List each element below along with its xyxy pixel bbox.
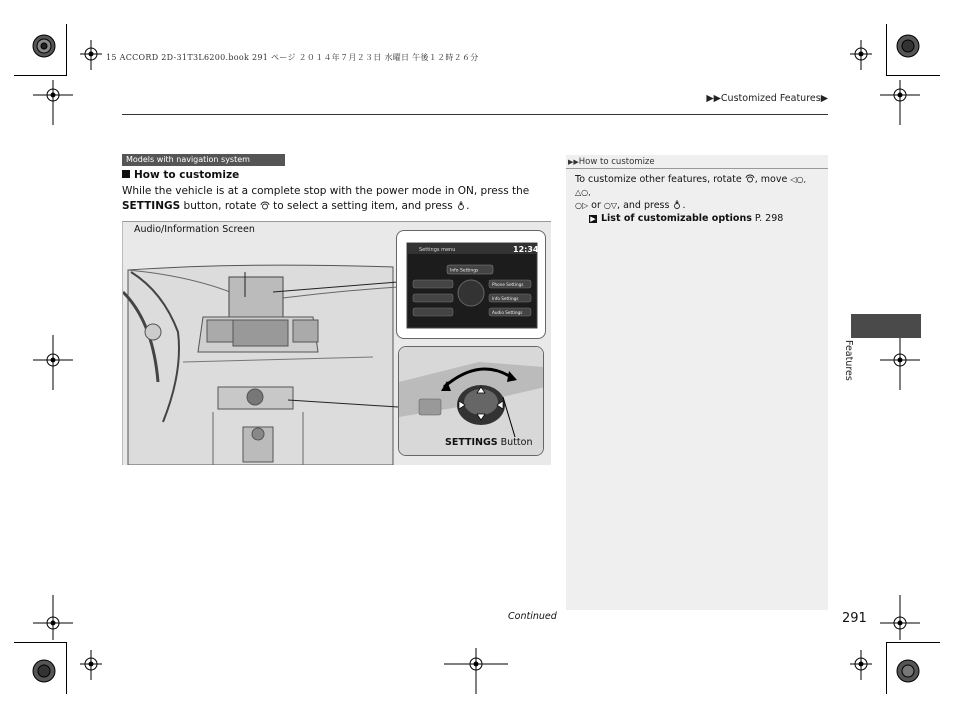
running-head: ▶▶Customized Features▶ [706,93,828,104]
page-number: 291 [842,611,867,626]
knob-inset [398,346,544,456]
instruction-part3: to select a setting item, and press [269,200,457,212]
press-knob-icon [672,200,682,209]
double-chevron-icon: ▶▶ [568,158,579,166]
sidebar-text-1: To customize other features, rotate [575,174,745,185]
model-applicability-bar: Models with navigation system [122,154,285,166]
header-rule [122,114,828,115]
xref-page[interactable]: P. 298 [751,213,784,224]
screen-item-1: Phone Settings [492,282,524,287]
screen-inset [396,230,546,339]
instruction-part2: button, rotate [180,200,260,212]
move-down-icon: ○▽ [603,201,618,210]
sidebar-head-text: How to customize [578,157,655,167]
sidebar-text-4: , and press [617,200,673,211]
move-left-icon: ◁○, △○, [575,175,807,197]
section-heading-text: How to customize [134,169,240,181]
chapter-tab-label: Features [843,340,854,381]
sidebar-text-5: . [682,200,686,211]
callout-bold: SETTINGS [445,437,498,448]
sidebar-note [575,173,823,225]
rotate-knob-icon [260,201,270,210]
xref-arrow-icon: ▶ [590,215,596,223]
screen-title: Settings menu [419,247,456,253]
sidebar-head [566,155,828,169]
section-heading [122,169,239,181]
screen-item-2: Info Settings [492,296,519,301]
print-header: 15 ACCORD 2D-31T3L6200.book 291 ページ ２０１４年７月２３日 水曜日 午後１２時２６分 [106,53,479,62]
cross-reference[interactable] [589,212,783,225]
instruction-paragraph [122,184,552,214]
settings-screen-illustration [397,231,546,339]
move-right-icon: ○▷ [575,201,589,210]
sidebar-text-3: or [588,200,604,211]
settings-bold: SETTINGS [122,200,181,212]
screen-item-3: Audio Settings [492,310,523,315]
square-bullet-icon [122,170,130,178]
figure-label-screen: Audio/Information Screen [134,224,255,235]
settings-button-callout [445,437,532,448]
screen-item-0: Info Settings [450,268,479,274]
xref-title[interactable]: List of customizable options [601,213,752,224]
rotate-knob-icon [745,174,755,183]
screen-clock: 12:34 [513,245,539,254]
instruction-part1: While the vehicle is at a complete stop with the power mode in ON, press the [122,185,530,197]
instruction-part4: . [466,200,470,212]
continued-label: Continued [508,611,557,622]
press-knob-icon [456,201,466,210]
callout-rest: Button [497,437,533,448]
sidebar-text-2: , move [754,174,791,185]
chapter-tab [851,314,921,338]
